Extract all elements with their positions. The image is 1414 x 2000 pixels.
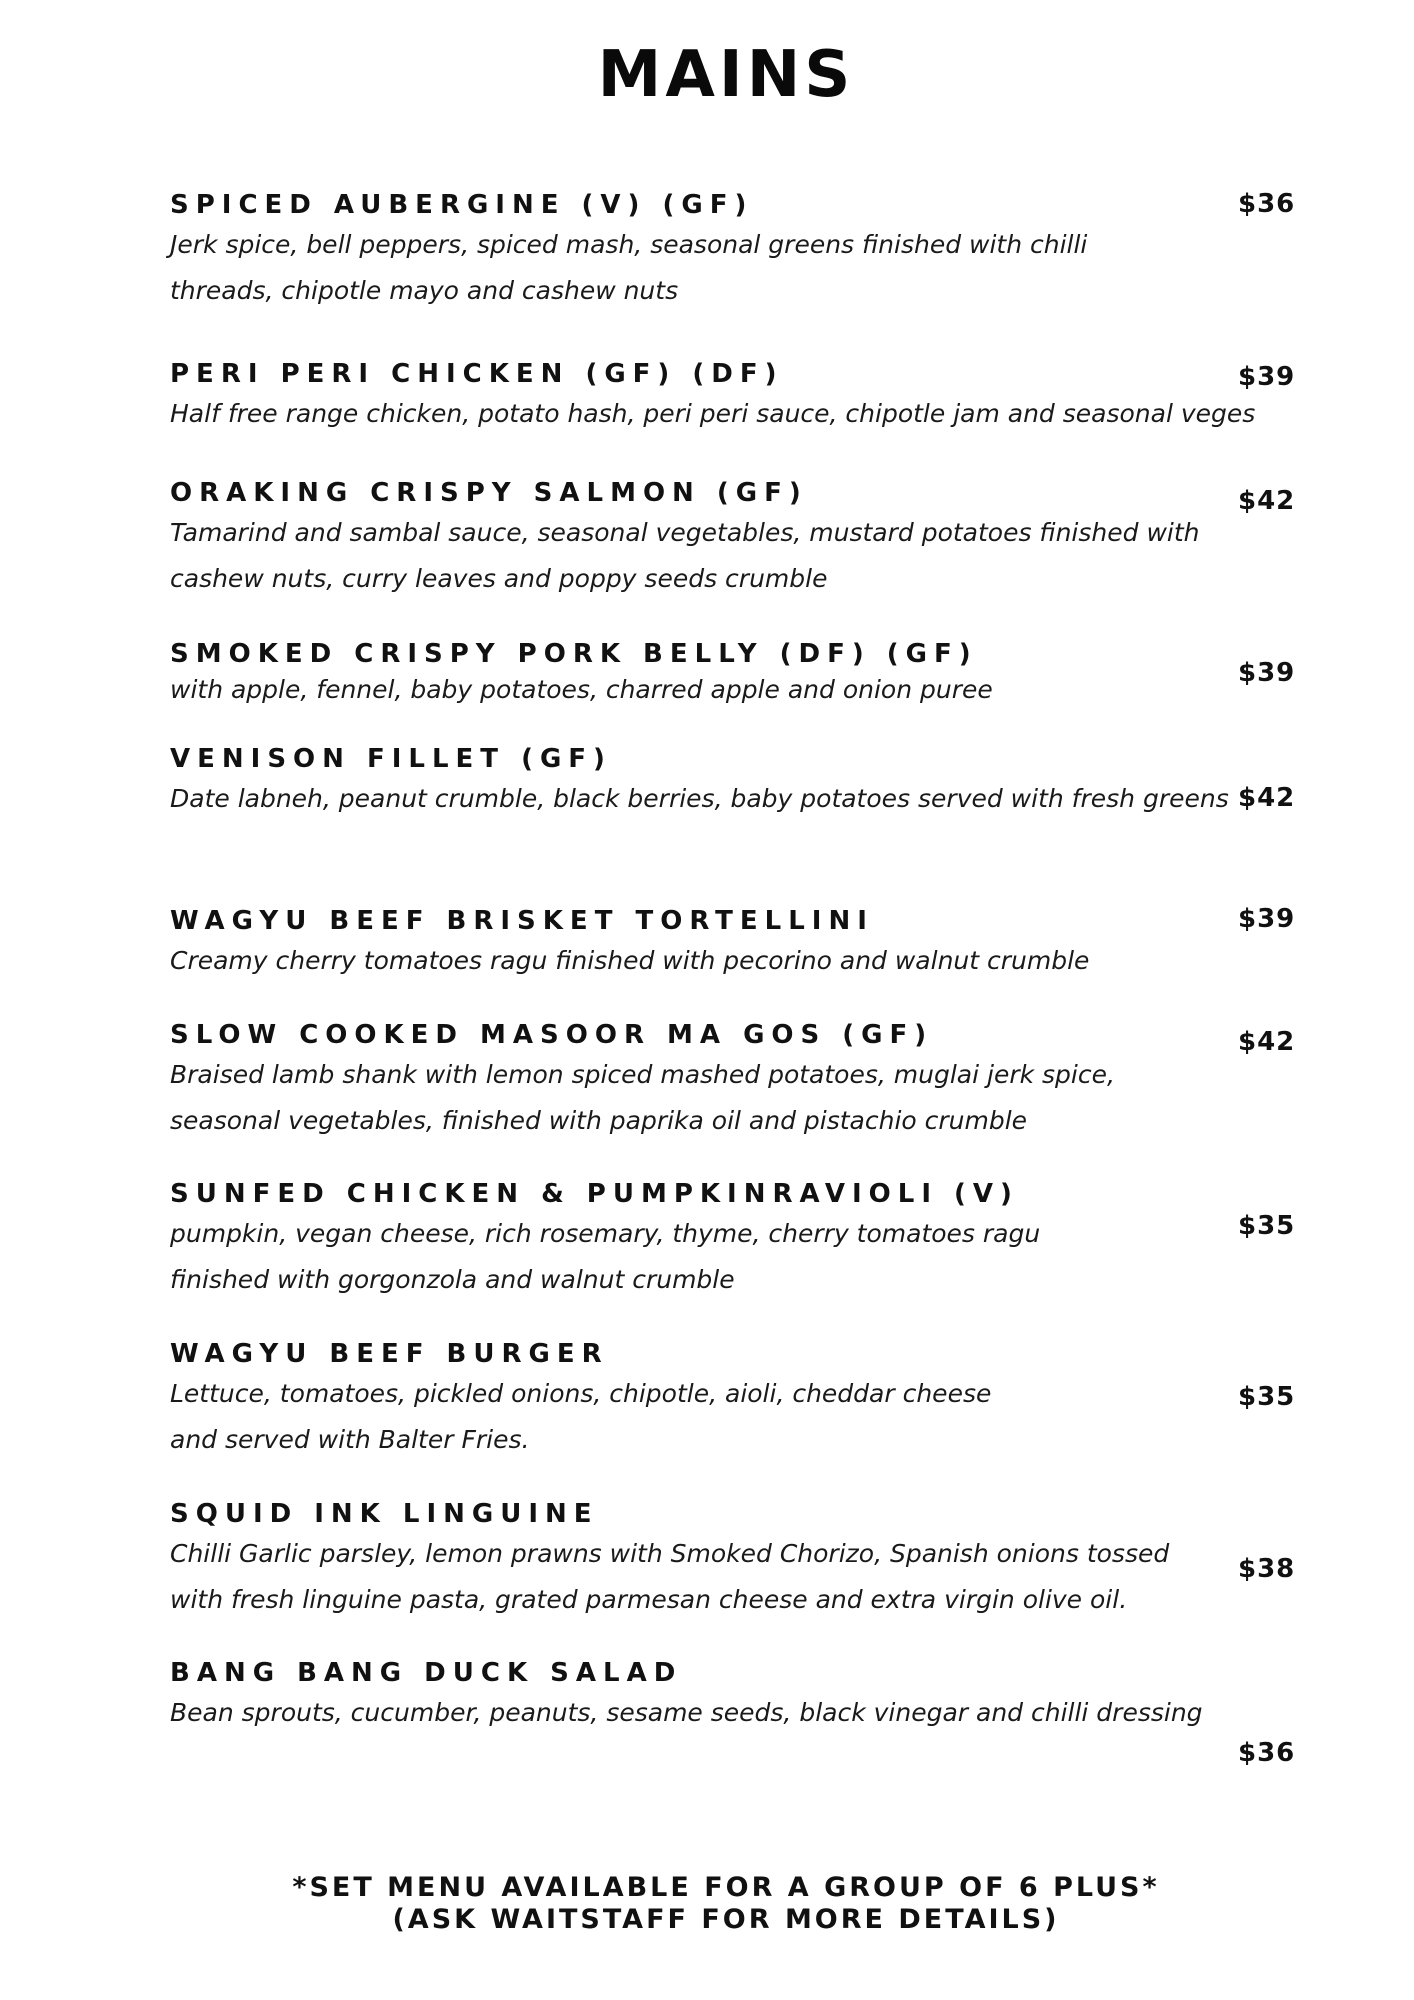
set-menu-notice-line: (ASK WAITSTAFF FOR MORE DETAILS)	[392, 1904, 1060, 1935]
item-name: SUNFED CHICKEN & PUMPKINRAVIOLI (V)	[170, 1179, 1019, 1209]
item-price: $36	[1238, 189, 1296, 219]
item-description-line: Bean sprouts, cucumber, peanuts, sesame seeds, black vinegar and chilli dressing	[170, 1698, 1203, 1727]
item-description-line: cashew nuts, curry leaves and poppy seeds crumble	[170, 564, 828, 593]
item-name: SLOW COOKED MASOOR MA GOS (GF)	[170, 1020, 934, 1050]
item-name: BANG BANG DUCK SALAD	[170, 1658, 683, 1688]
item-description-line: Braised lamb shank with lemon spiced mashed potatoes, muglai jerk spice,	[170, 1060, 1115, 1089]
item-name: PERI PERI CHICKEN (GF) (DF)	[170, 359, 784, 389]
item-price: $35	[1238, 1382, 1296, 1412]
item-description-line: seasonal vegetables, finished with paprika oil and pistachio crumble	[170, 1106, 1028, 1135]
menu-item-smoked-crispy-pork-belly	[170, 637, 1290, 709]
menu-item-wagyu-beef-burger	[170, 1337, 1290, 1463]
item-description-line: with fresh linguine pasta, grated parmesan cheese and extra virgin olive oil.	[170, 1585, 1128, 1614]
item-description-line: Jerk spice, bell peppers, spiced mash, seasonal greens finished with chilli	[170, 230, 1088, 259]
set-menu-notice	[0, 1872, 1414, 1936]
item-name: VENISON FILLET (GF)	[170, 744, 612, 774]
item-description-line: finished with gorgonzola and walnut crumble	[170, 1265, 735, 1294]
item-name: WAGYU BEEF BURGER	[170, 1339, 609, 1369]
item-description-line: Half free range chicken, potato hash, peri peri sauce, chipotle jam and seasonal veges	[170, 399, 1256, 428]
item-price: $35	[1238, 1211, 1296, 1241]
item-name: ORAKING CRISPY SALMON (GF)	[170, 478, 808, 508]
item-description-line: threads, chipotle mayo and cashew nuts	[170, 276, 679, 305]
item-description-line: and served with Balter Fries.	[170, 1425, 530, 1454]
item-description-line: Creamy cherry tomatoes ragu finished with pecorino and walnut crumble	[170, 946, 1090, 975]
item-description-line: Lettuce, tomatoes, pickled onions, chipotle, aioli, cheddar cheese	[170, 1379, 992, 1408]
item-name: SPICED AUBERGINE (V) (GF)	[170, 190, 754, 220]
item-description-line: Tamarind and sambal sauce, seasonal vegetables, mustard potatoes finished with	[170, 518, 1200, 547]
menu-item-slow-cooked-masoor-ma-gos	[170, 1018, 1290, 1144]
menu-item-bang-bang-duck-salad	[170, 1656, 1290, 1736]
item-description-line: Date labneh, peanut crumble, black berries, baby potatoes served with fresh greens	[170, 784, 1229, 813]
item-price: $39	[1238, 904, 1296, 934]
item-name: SMOKED CRISPY PORK BELLY (DF) (GF)	[170, 639, 978, 669]
set-menu-notice-line: *SET MENU AVAILABLE FOR A GROUP OF 6 PLUS*	[292, 1872, 1160, 1903]
menu-item-oraking-crispy-salmon	[170, 476, 1290, 602]
item-description-line: with apple, fennel, baby potatoes, charred apple and onion puree	[170, 675, 993, 704]
menu-item-spiced-aubergine	[170, 188, 1290, 314]
item-price: $42	[1238, 1027, 1296, 1057]
item-price: $42	[1238, 486, 1296, 516]
page-title: MAINS	[597, 38, 855, 112]
menu-item-sunfed-chicken-pumpkin-ravioli	[170, 1177, 1290, 1303]
menu-item-wagyu-beef-brisket-tortellini	[170, 904, 1290, 984]
item-description-line: Chilli Garlic parsley, lemon prawns with Smoked Chorizo, Spanish onions tossed	[170, 1539, 1170, 1568]
menu-item-peri-peri-chicken	[170, 357, 1290, 437]
item-price: $39	[1238, 362, 1296, 392]
item-name: SQUID INK LINGUINE	[170, 1499, 599, 1529]
item-price: $38	[1238, 1554, 1296, 1584]
item-price: $36	[1238, 1738, 1296, 1768]
menu-item-venison-fillet	[170, 742, 1290, 822]
item-name: WAGYU BEEF BRISKET TORTELLINI	[170, 906, 874, 936]
menu-item-squid-ink-linguine	[170, 1497, 1290, 1623]
item-price: $42	[1238, 783, 1296, 813]
item-price: $39	[1238, 658, 1296, 688]
item-description-line: pumpkin, vegan cheese, rich rosemary, thyme, cherry tomatoes ragu	[170, 1219, 1041, 1248]
